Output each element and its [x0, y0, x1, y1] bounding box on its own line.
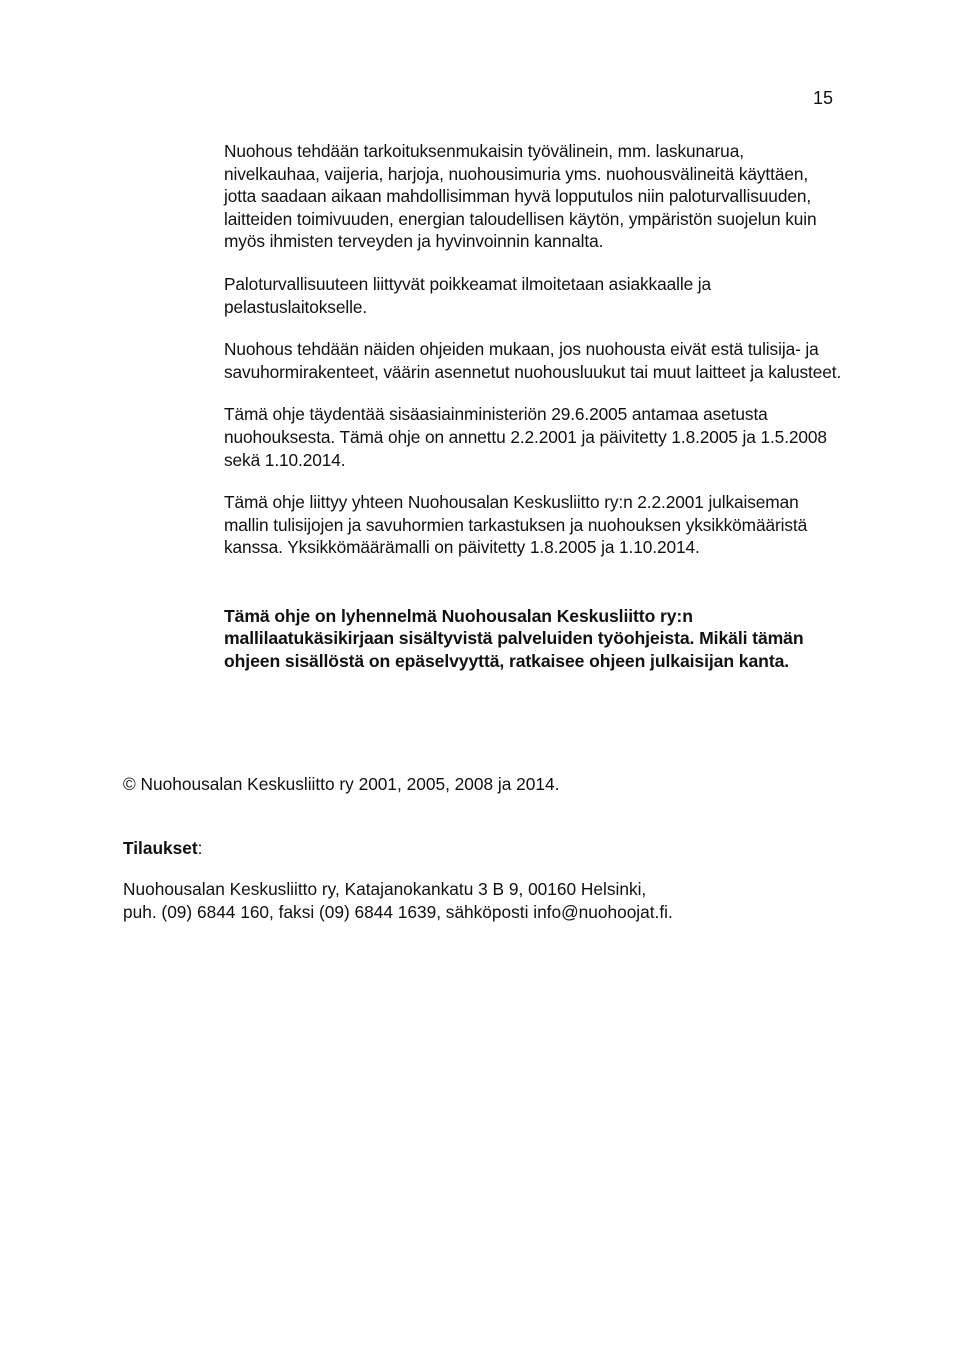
- bold-note: Tämä ohje on lyhennelmä Nuohousalan Keskusliitto ry:n mallilaatukäsikirjaan sisältyvistä palveluiden työohjeista. Mikäli tämän ohjeen sisällöstä on epäselvyyttä, ratkaisee ohjeen julkaisijan kanta.: [224, 605, 804, 671]
- orders-heading-colon: :: [197, 838, 203, 858]
- page-number: 15: [813, 88, 834, 108]
- address-line-2: puh. (09) 6844 160, faksi (09) 6844 1639, sähköposti info@nuohoojat.fi.: [123, 901, 673, 922]
- copyright-notice: © Nuohousalan Keskusliitto ry 2001, 2005, 2008 ja 2014.: [123, 774, 560, 794]
- paragraph-instructions: Nuohous tehdään näiden ohjeiden mukaan, jos nuohousta eivät estä tulisija- ja savuhormirakenteet, väärin asennetut nuohousluukut tai muut laitteet ja kalusteet.: [224, 339, 842, 382]
- orders-heading: [123, 837, 863, 860]
- orders-address: [123, 878, 863, 923]
- paragraph-fire-safety: Paloturvallisuuteen liittyvät poikkeamat ilmoitetaan asiakkaalle ja pelastuslaitokselle.: [224, 273, 712, 317]
- paragraph-sweeping-tools: Nuohous tehdään tarkoituksenmukaisin työvälinein, mm. laskunarua, nivelkauhaa, vaijeria, harjoja, nuohousimuria yms. nuohousvälineitä käyttäen, jotta saadaan aikaan mahdollisimman hyvä lopputulos niin paloturvallisuuden, laitteiden toimivuuden, energian taloudellisen käytön, ympäristön suojelun kuin myös ihmisten terveyden ja hyvinvoinnin kannalta.: [224, 141, 817, 252]
- orders-heading-label: Tilaukset: [123, 838, 198, 858]
- paragraph-unit-model: Tämä ohje liittyy yhteen Nuohousalan Keskusliitto ry:n 2.2.2001 julkaiseman mallin tulisijojen ja savuhormien tarkastuksen ja nuohouksen yksikkömääristä kanssa. Yksikkömäärämalli on päivitetty 1.8.2005 ja 1.10.2014.: [224, 492, 808, 558]
- address-line-1: Nuohousalan Keskusliitto ry, Katajanokankatu 3 B 9, 00160 Helsinki,: [123, 879, 647, 899]
- paragraph-regulation: Tämä ohje täydentää sisäasiainministeriön 29.6.2005 antamaa asetusta nuohouksesta. Tämä ohje on annettu 2.2.2001 ja päivitetty 1.8.2005 ja 1.5.2008 sekä 1.10.2014.: [224, 404, 827, 470]
- main-content: [224, 140, 844, 692]
